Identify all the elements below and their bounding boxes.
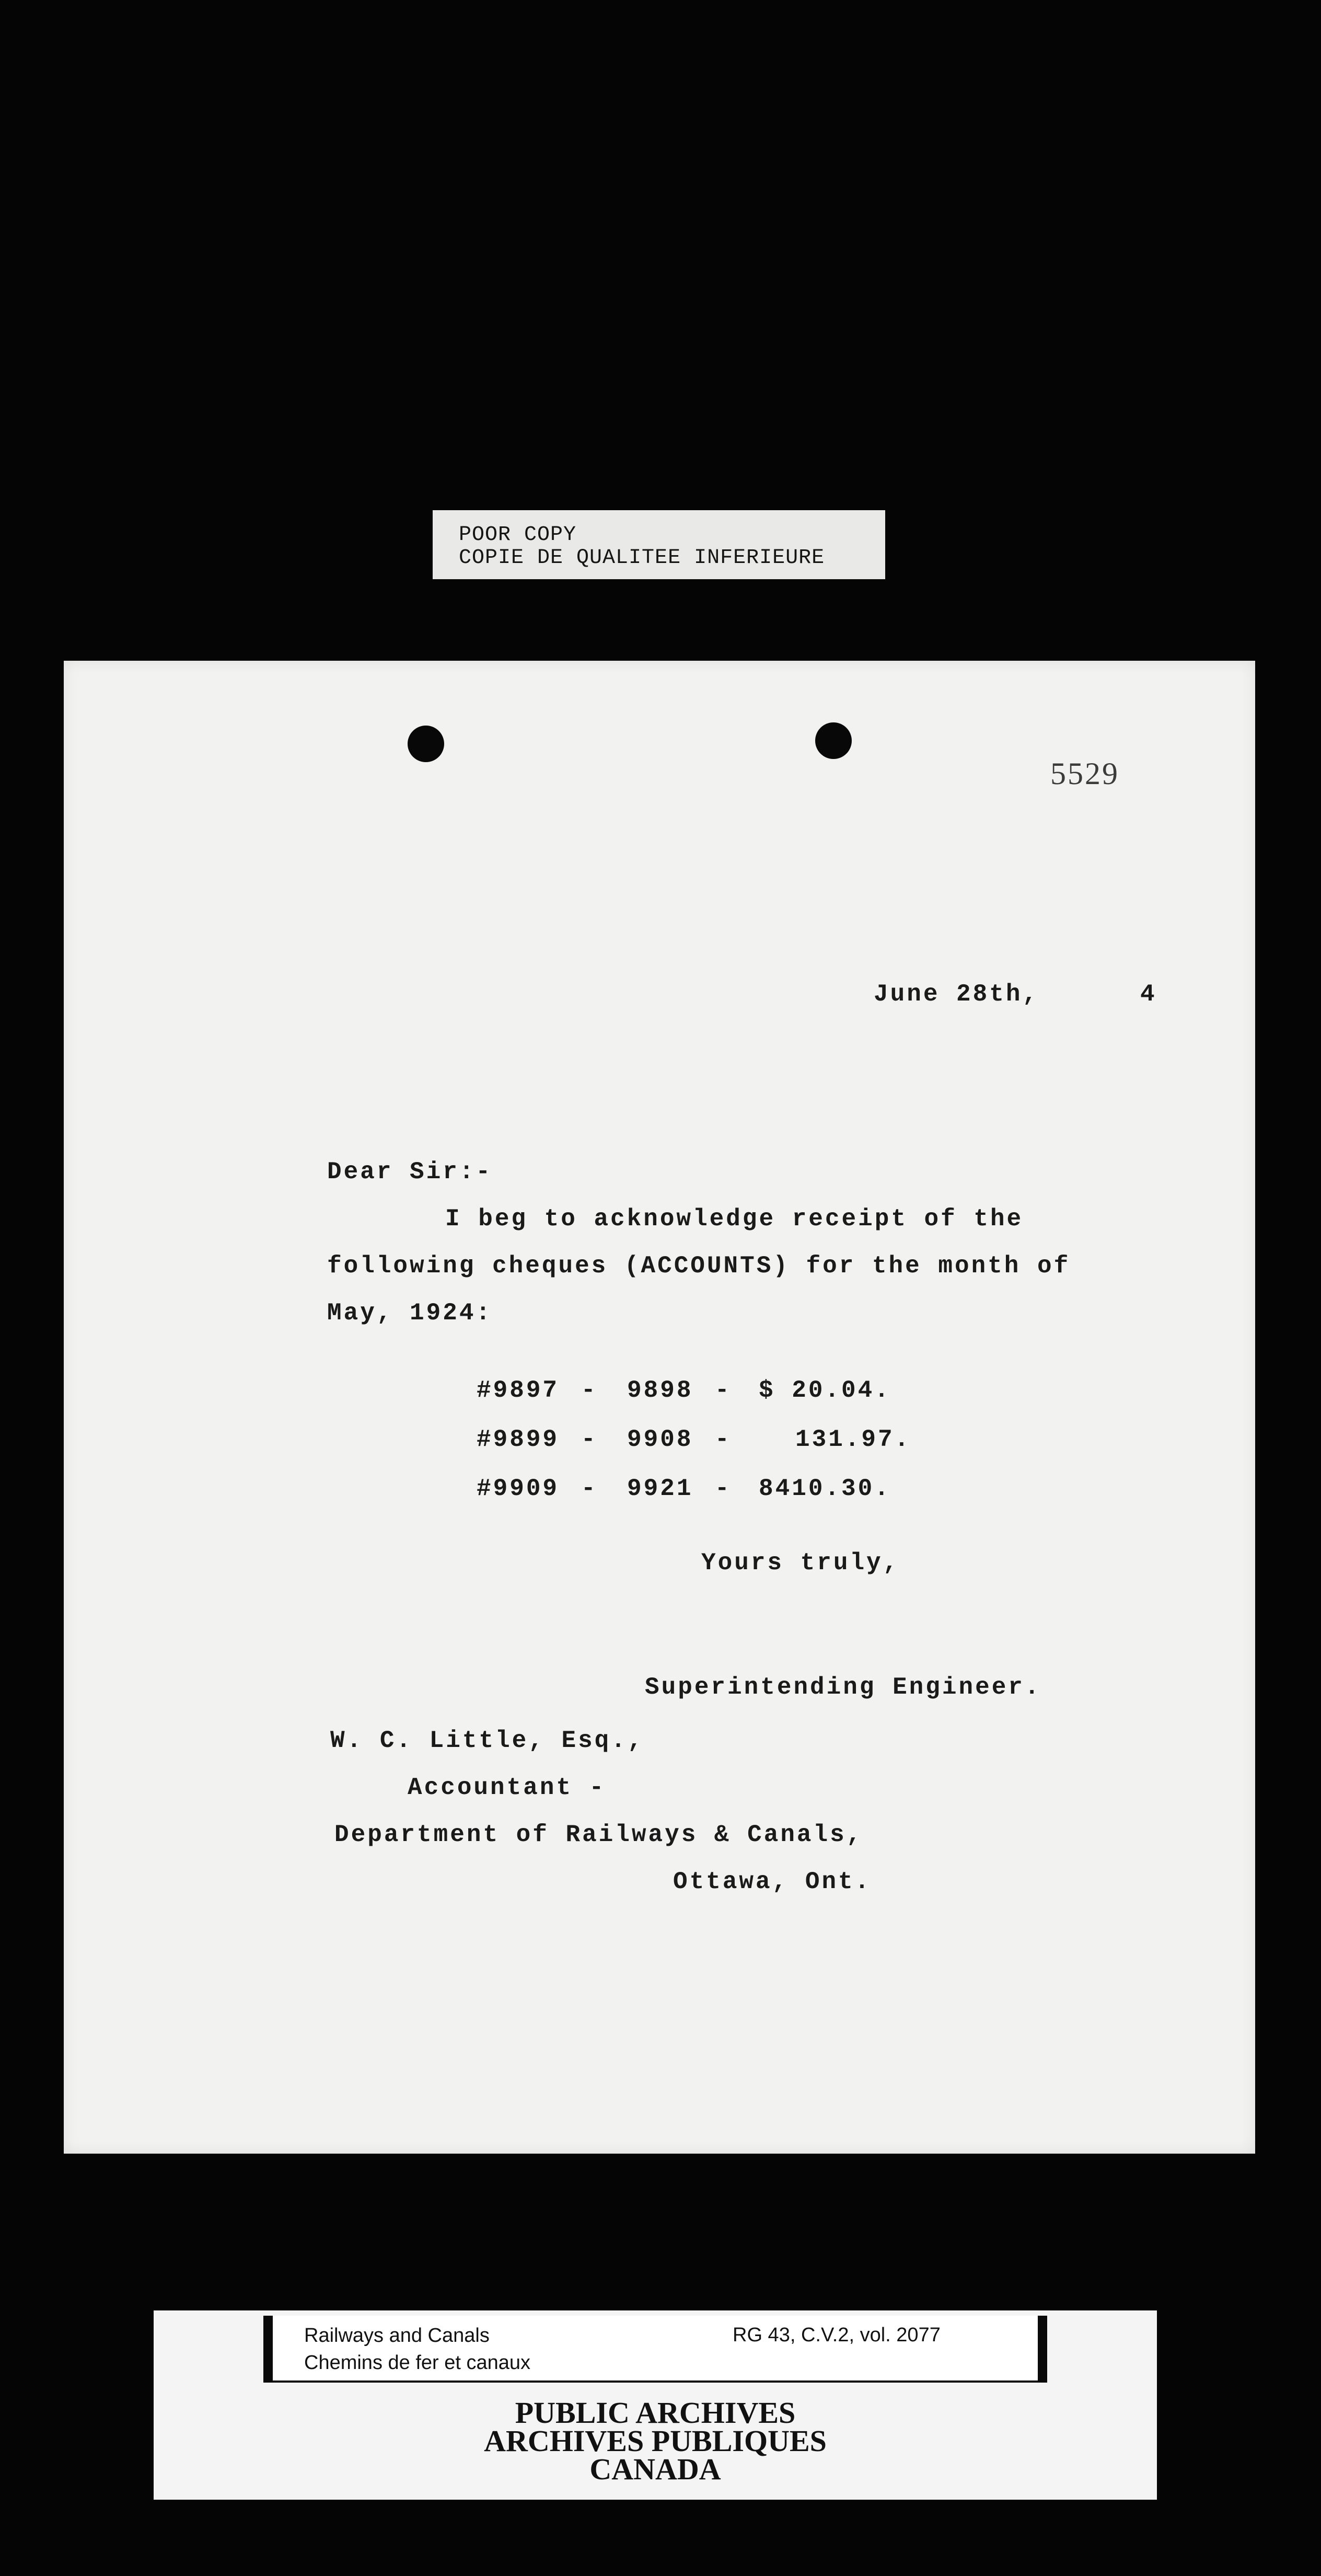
addressee-department: Department of Railways & Canals, (334, 1821, 863, 1848)
cheque-dash: - (715, 1475, 732, 1502)
archives-name-en: PUBLIC ARCHIVES (515, 2396, 796, 2430)
cheque-dash: - (715, 1377, 732, 1404)
salutation: Dear Sir:- (327, 1158, 493, 1186)
addressee-name: W. C. Little, Esq., (330, 1727, 644, 1754)
cheque-to: 9908 (627, 1426, 693, 1453)
letter-date: June 28th, (874, 981, 1039, 1008)
page-mark: 4 (1140, 981, 1157, 1008)
cheque-to: 9921 (627, 1475, 693, 1502)
punch-hole-left (408, 726, 444, 762)
series-name-fr: Chemins de fer et canaux (304, 2352, 531, 2374)
body-line-1: I beg to acknowledge receipt of the (445, 1205, 1024, 1233)
series-name-en: Railways and Canals (304, 2325, 490, 2347)
cheque-to: 9898 (627, 1377, 693, 1404)
cheque-amount: 131.97. (795, 1426, 911, 1453)
record-reference: RG 43, C.V.2, vol. 2077 (733, 2324, 941, 2346)
body-line-3: May, 1924: (327, 1300, 493, 1327)
poor-copy-label-fr: COPIE DE QUALITEE INFERIEURE (459, 546, 825, 570)
archive-label (154, 2310, 1157, 2500)
addressee-city: Ottawa, Ont. (673, 1868, 872, 1895)
cheque-from: #9897 (477, 1377, 560, 1404)
poor-copy-label-en: POOR COPY (459, 523, 577, 547)
cheque-dash: - (715, 1426, 732, 1453)
poor-copy-notice (433, 510, 885, 579)
archives-name-fr: ARCHIVES PUBLIQUES (484, 2424, 827, 2458)
closing: Yours truly, (701, 1549, 900, 1577)
body-line-2: following cheques (ACCOUNTS) for the month of (327, 1252, 1071, 1280)
archives-country: CANADA (589, 2452, 721, 2486)
cheque-amount: $ 20.04. (759, 1377, 891, 1404)
letter-page (64, 661, 1255, 2154)
cheque-dash: - (581, 1475, 598, 1502)
signature-title: Superintending Engineer. (645, 1674, 1041, 1701)
punch-hole-right (815, 722, 852, 759)
addressee-title: Accountant - (408, 1774, 606, 1801)
collection-reference-bar (263, 2316, 1047, 2383)
series-names (304, 2322, 530, 2376)
cheque-dash: - (581, 1426, 598, 1453)
cheque-from: #9899 (477, 1426, 560, 1453)
cheque-from: #9909 (477, 1475, 560, 1502)
cheque-amount: 8410.30. (759, 1475, 891, 1502)
file-number-stamp: 5529 (1050, 756, 1119, 791)
cheque-dash: - (581, 1377, 598, 1404)
